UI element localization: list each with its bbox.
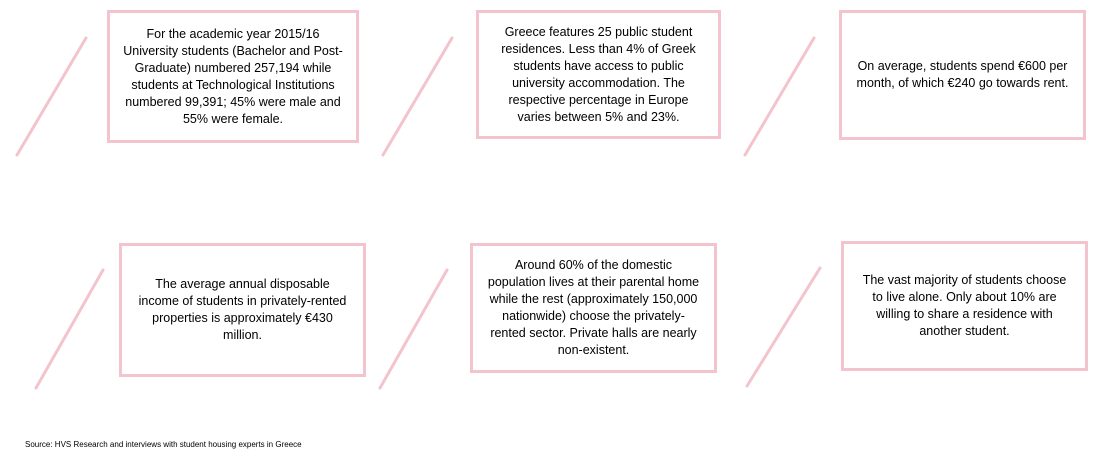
info-card-text: The average annual disposable income of students in privately-rented properties is approximately €430 million.	[138, 277, 347, 342]
info-card-text: Greece features 25 public student residences. Less than 4% of Greek students have access to public university accommodation. The respective percentage in Europe varies between 5% and 23%.	[501, 24, 696, 124]
info-card-text: On average, students spend €600 per month, of which €240 go towards rent.	[856, 59, 1069, 90]
source-note: Source: HVS Research and interviews with student housing experts in Greece	[25, 440, 302, 449]
info-card-monthly-spend	[839, 10, 1086, 140]
slash-6	[747, 268, 820, 386]
slash-5	[380, 270, 447, 388]
info-card-parental-home	[470, 243, 717, 373]
slash-4	[36, 270, 103, 388]
info-card-text: For the academic year 2015/16 University students (Bachelor and Post-Graduate) numbered 257,194 while students at Technological Institutions numbered 99,391; 45% were male and 55% were female.	[123, 26, 343, 126]
slash-2	[383, 38, 452, 155]
info-card-text: The vast majority of students choose to live alone. Only about 10% are willing to share a residence with another student.	[862, 273, 1067, 338]
slash-1	[17, 38, 86, 155]
slash-3	[745, 38, 814, 155]
info-card-academic-year	[107, 10, 359, 143]
info-card-disposable-income	[119, 243, 366, 377]
info-card-text: Around 60% of the domestic population lives at their parental home while the rest (approximately 150,000 nationwide) choose the privately-rented sector. Private halls are nearly non-existent.	[487, 258, 700, 357]
info-card-public-residences	[476, 10, 721, 139]
info-card-live-alone	[841, 241, 1088, 371]
